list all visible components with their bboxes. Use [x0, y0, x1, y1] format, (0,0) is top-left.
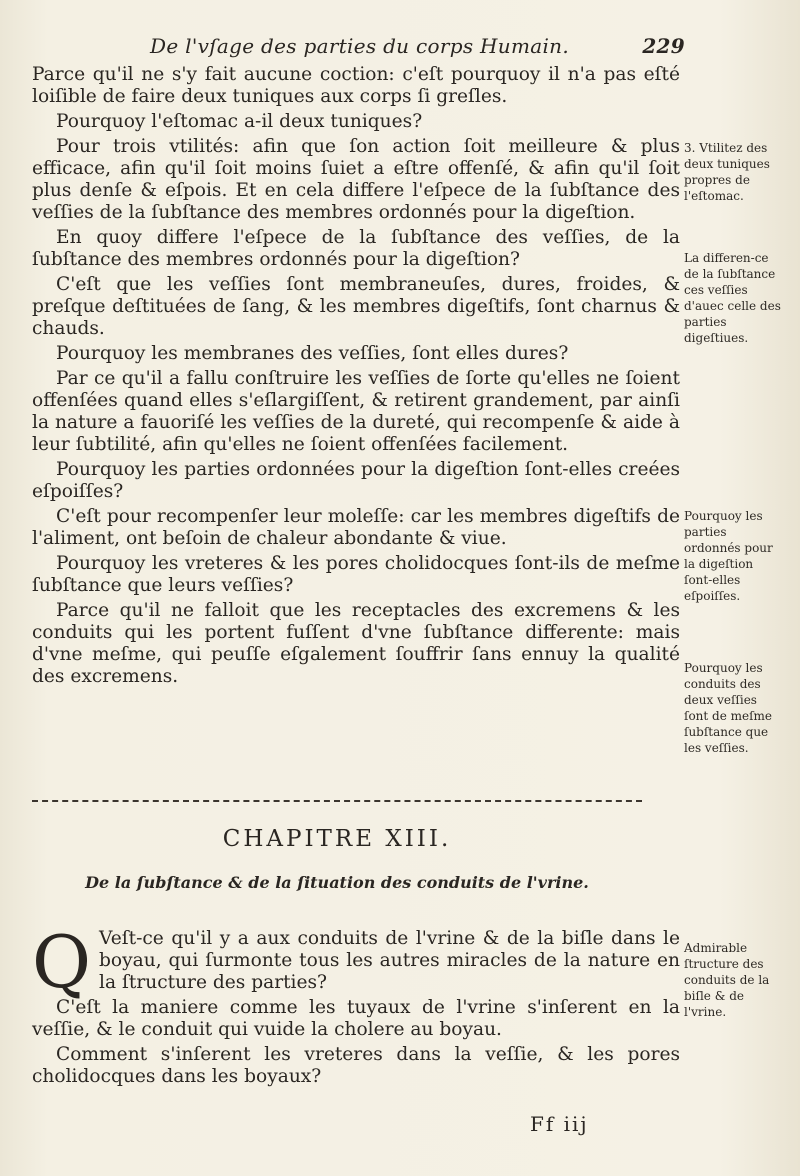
paragraph: C'eſt la maniere comme les tuyaux de l'vrine s'inſerent en la veſſie, & le conduit qui vuide la cholere au boyau.: [32, 997, 680, 1040]
paragraph: Par ce qu'il a fallu conſtruire les veſſies de ſorte qu'elles ne ſoient offenſées quand elles s'eſlargiſſent, & retirent grandement, par ainſi la nature a fauoriſé les veſſies de la dureté, qui recompenſe & aide à leur ſubtilité, afin qu'elles ne ſoient offenſées facilement.: [32, 368, 680, 455]
question: Comment s'inſerent les vreteres dans la veſſie, & les pores cholidocques dans les boyaux?: [32, 1044, 680, 1087]
section-divider: [32, 800, 642, 802]
drop-cap: Q: [32, 920, 92, 1004]
paragraph: Parce qu'il ne s'y fait aucune coction: c'eſt pourquoy il n'a pas eſté loiſible de faire deux tuniques aux corps ſi greſles.: [32, 64, 680, 107]
paragraph: C'eſt pour recompenſer leur moleſſe: car les membres digeſtifs de l'aliment, ont beſoin de chaleur abondante & viue.: [32, 506, 680, 549]
margin-note: Pourquoy les conduits des deux veſſies ſont de meſme ſubſtance que les veſſies.: [684, 661, 773, 755]
question: Pourquoy les parties ordonnées pour la digeſtion ſont-elles creées eſpoiſſes?: [32, 459, 680, 502]
paragraph: [32, 920, 680, 1004]
question: Pourquoy l'eſtomac a-il deux tuniques?: [56, 111, 423, 132]
signature-mark: Ff iij: [530, 1112, 589, 1136]
question: Pourquoy les vreteres & les pores cholidocques ſont-ils de meſme ſubſtance que leurs veſſies?: [32, 553, 680, 596]
paragraph-text: Veſt-ce qu'il y a aux conduits de l'vrine & de la biſle dans le boyau, qui ſurmonte tous les autres miracles de la nature en la ſtructure des parties?: [99, 928, 680, 993]
margin-note: 3. Vtilitez des deux tuniques propres de l'eſtomac.: [684, 141, 770, 203]
margin-note: Admirable ſtructure des conduits de la biſle & de l'vrine.: [684, 941, 770, 1019]
chapter-heading: CHAPITRE XIII.: [222, 826, 452, 852]
paragraph: C'eſt que les veſſies ſont membraneuſes, dures, froides, & preſque deſtituées de ſang, & les membres digeſtifs, ſont charnus & chauds.: [32, 274, 680, 339]
chapter-text: [32, 920, 680, 1091]
page-number: 229: [642, 34, 685, 58]
chapter-subtitle: De la ſubſtance & de la ſituation des conduits de l'vrine.: [85, 873, 589, 892]
margin-note: Pourquoy les parties ordonnés pour la digeſtion ſont-elles eſpoiſſes.: [684, 509, 773, 603]
running-header: [150, 34, 685, 58]
question: Pourquoy les membranes des veſſies, ſont elles dures?: [56, 343, 569, 364]
margin-note: La differen-ce de la ſubſtance ces veſſies d'auec celle des parties digeſtiues.: [684, 251, 781, 345]
question: En quoy differe l'eſpece de la ſubſtance des veſſies, de la ſubſtance des membres ordonnés pour la digeſtion?: [32, 227, 680, 270]
running-title: De l'vſage des parties du corps Humain.: [150, 34, 569, 58]
main-text: [32, 64, 680, 691]
paragraph: Parce qu'il ne falloit que les receptacles des excremens & les conduits qui les portent fuſſent d'vne ſubſtance differente: mais d'vne meſme, qui peuſſe eſgalement ſouffrir ſans ennuy la qualité des excremens.: [32, 600, 680, 687]
paragraph: Pour trois vtilités: afin que ſon action ſoit meilleure & plus efficace, afin qu'il ſoit moins ſuiet a eſtre offenſé, & afin qu'il ſoit plus denſe & eſpois. Et en cela differe l'eſpece de la ſubſtance des veſſies de la ſubſtance des membres ordonnés pour la digeſtion.: [32, 136, 680, 223]
